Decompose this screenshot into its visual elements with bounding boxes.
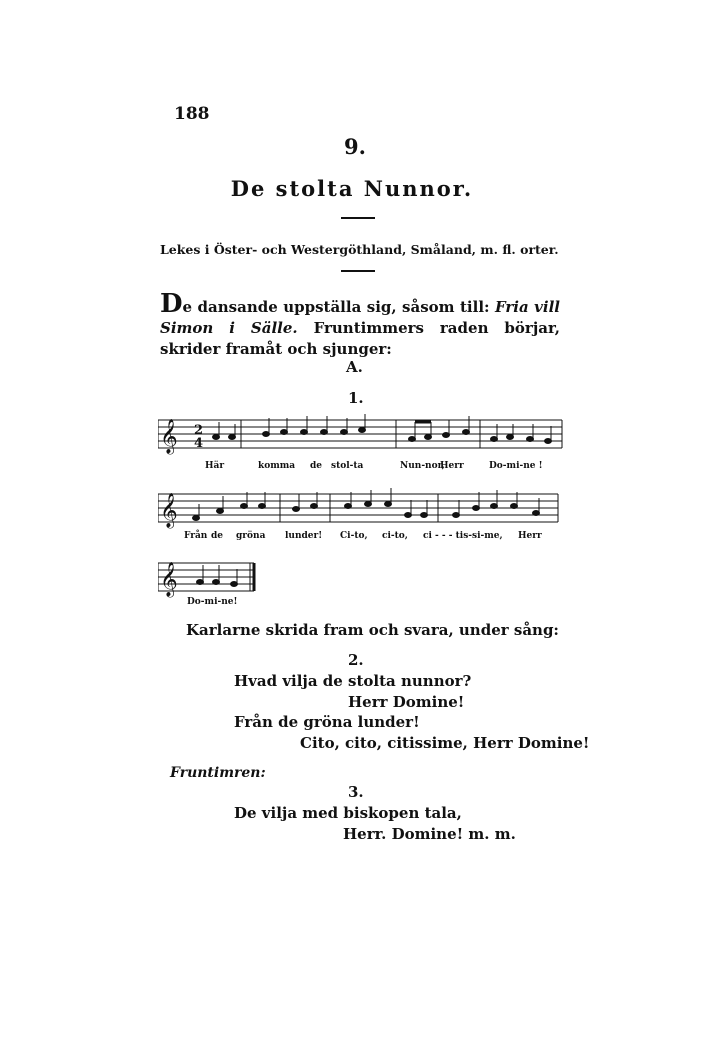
lyric-syllable: Do-mi-ne ! [489,461,543,471]
drop-cap: D [160,289,183,319]
verse-line: Herr Domine! [348,693,465,711]
treble-clef-icon: 𝄞 [160,562,178,597]
response-intro: Karlarne skrida fram och svara, under sång: [186,621,559,639]
intro-paragraph [160,291,560,360]
speaker-label: Fruntimren: [170,765,266,781]
lyric-syllable: Herr [440,461,464,471]
verse-number: 1. [348,389,364,407]
lyric-syllable: Herr [518,531,542,541]
verse-line: Hvad vilja de stolta nunnor? [234,672,472,690]
divider-rule [341,270,375,272]
lyric-syllable: ci-to, [382,531,408,541]
lyric-syllable: Ci-to, [340,531,368,541]
divider-rule [341,217,375,219]
verse-number: 2. [348,651,364,669]
lyric-syllable: de [310,461,323,471]
intro-text: Fruntimmers raden börjar, skrider framåt och sjunger: [160,319,560,358]
music-staff-3 [158,551,262,603]
intro-text: e dansande uppställa sig, såsom till: [182,298,496,316]
verse-line: Cito, cito, citissime, Herr Domine! [300,734,590,752]
music-staff-1 [158,408,564,460]
section-label: A. [346,358,363,376]
time-signature: 2 [194,423,204,438]
lyric-syllable: Do-mi-ne! [187,597,238,607]
lyric-syllable: Nun-nor, [400,461,445,471]
intro-italic: Fria vill Simon i Sälle. [160,298,560,337]
lyric-syllable: Från [184,531,208,541]
lyric-syllable: stol-ta [331,461,364,471]
lyric-syllable: de [211,531,224,541]
verse-number: 3. [348,783,364,801]
treble-clef-icon: 𝄞 [160,419,178,454]
page-number: 188 [174,104,210,124]
lyric-syllable: gröna [236,531,266,541]
lyric-syllable: ci - - - tis-si-me, [423,531,503,541]
time-signature: 4 [194,436,204,451]
verse-line: De vilja med biskopen tala, [234,804,462,822]
song-title: De stolta Nunnor. [230,176,474,201]
music-staff-2 [158,482,560,534]
verse-line: Herr. Domine! m. m. [343,825,516,843]
lyric-syllable: lunder! [285,531,323,541]
lyric-syllable: komma [258,461,296,471]
treble-clef-icon: 𝄞 [160,493,178,528]
song-subtitle: Lekes i Öster- och Westergöthland, Småland, m. fl. orter. [160,242,559,257]
song-number: 9. [344,134,366,159]
lyric-syllable: Här [205,461,225,471]
verse-line: Från de gröna lunder! [234,713,420,731]
